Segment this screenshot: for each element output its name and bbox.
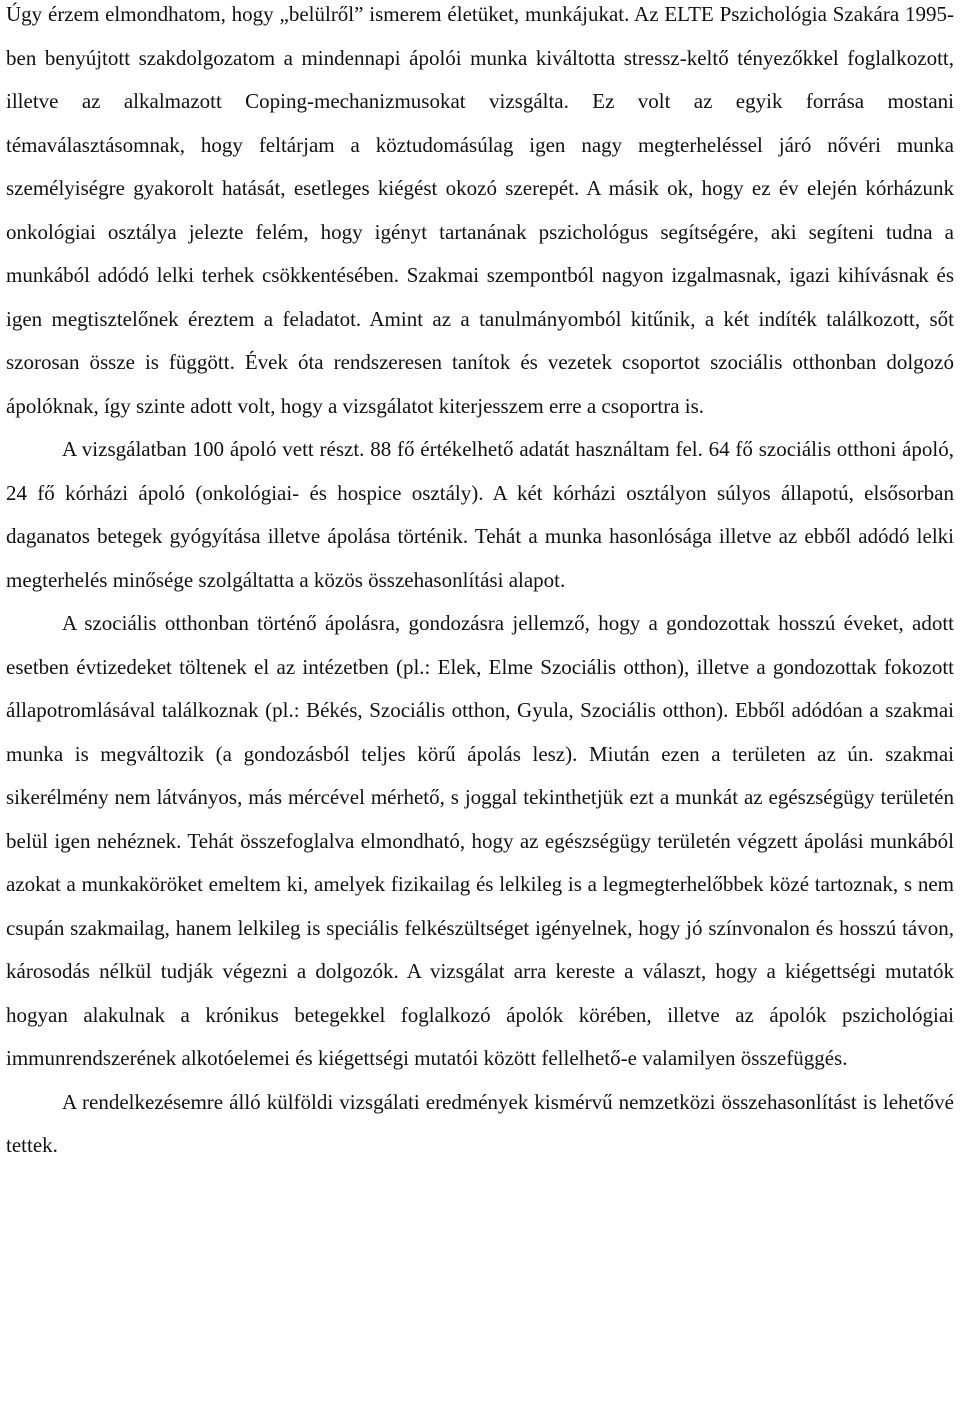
paragraph-4: A rendelkezésemre álló külföldi vizsgálati eredmények kismérvű nemzetközi összehasonlítást is lehetővé tettek. — [6, 1089, 954, 1157]
paragraph-3: A szociális otthonban történő ápolásra, gondozásra jellemző, hogy a gondozottak hosszú éveket, adott esetben évtizedeket töltenek el az intézetben (pl.: Elek, Elme Szociális otthon), illetve a gondozottak fokozott állapotromlásával találkoznak (pl.: Békés, Szociális otthon, Gyula, Szociális otthon). Ebből adódóan a szakmai munka is megváltozik (a gondozásból teljes körű ápolás lesz). Miután ezen a területen az ún. szakmai sikerélmény nem látványos, más mércével mérhető, s joggal tekinthetjük ezt a munkát az egészségügy területén belül igen nehéznek. Tehát összefoglalva elmondható, hogy az egészségügy területén végzett ápolási munkából azokat a munkaköröket emeltem ki, amelyek fizikailag és lelkileg is a legmegterhelőbbek közé tartoznak, s nem csupán szakmailag, hanem lelkileg is speciális felkészültséget igényelnek, hogy jó színvonalon és hosszú távon, károsodás nélkül tudják végezni a dolgozók. A vizsgálat arra kereste a választ, hogy a kiégettségi mutatók hogyan alakulnak a krónikus betegekkel foglalkozó ápolók körében, illetve az ápolók pszichológiai immunrendszerének alkotóelemei és kiégettségi mutatói között fellelhető-e valamilyen összefüggés. — [6, 611, 954, 1070]
document-page — [6, 0, 954, 1168]
paragraph-2: A vizsgálatban 100 ápoló vett részt. 88 fő értékelhető adatát használtam fel. 64 fő szociális otthoni ápoló, 24 fő kórházi ápoló (onkológiai- és hospice osztály). A két kórházi osztályon súlyos állapotú, elsősorban daganatos betegek gyógyítása illetve ápolása történik. Tehát a munka hasonlósága illetve az ebből adódó lelki megterhelés minősége szolgáltatta a közös összehasonlítási alapot. — [6, 437, 954, 592]
paragraph-1: Úgy érzem elmondhatom, hogy „belülről” ismerem életüket, munkájukat. Az ELTE Pszichológia Szakára 1995-ben benyújtott szakdolgozatom a mindennapi ápolói munka kiváltotta stressz-keltő tényezőkkel foglalkozott, illetve az alkalmazott Coping-mechanizmusokat vizsgálta. Ez volt az egyik forrása mostani témaválasztásomnak, hogy feltárjam a köztudomásúlag igen nagy megterheléssel járó nővéri munka személyiségre gyakorolt hatását, esetleges kiégést okozó szerepét. A másik ok, hogy ez év elején kórházunk onkológiai osztálya jelezte felém, hogy igényt tartanának pszichológus segítségére, aki segíteni tudna a munkából adódó lelki terhek csökkentésében. Szakmai szempontból nagyon izgalmasnak, igazi kihívásnak és igen megtisztelőnek éreztem a feladatot. Amint az a tanulmányomból kitűnik, a két indíték találkozott, sőt szorosan össze is függött. Évek óta rendszeresen tanítok és vezetek csoportot szociális otthonban dolgozó ápolóknak, így szinte adott volt, hogy a vizsgálatot kiterjesszem erre a csoportra is. — [6, 2, 954, 418]
